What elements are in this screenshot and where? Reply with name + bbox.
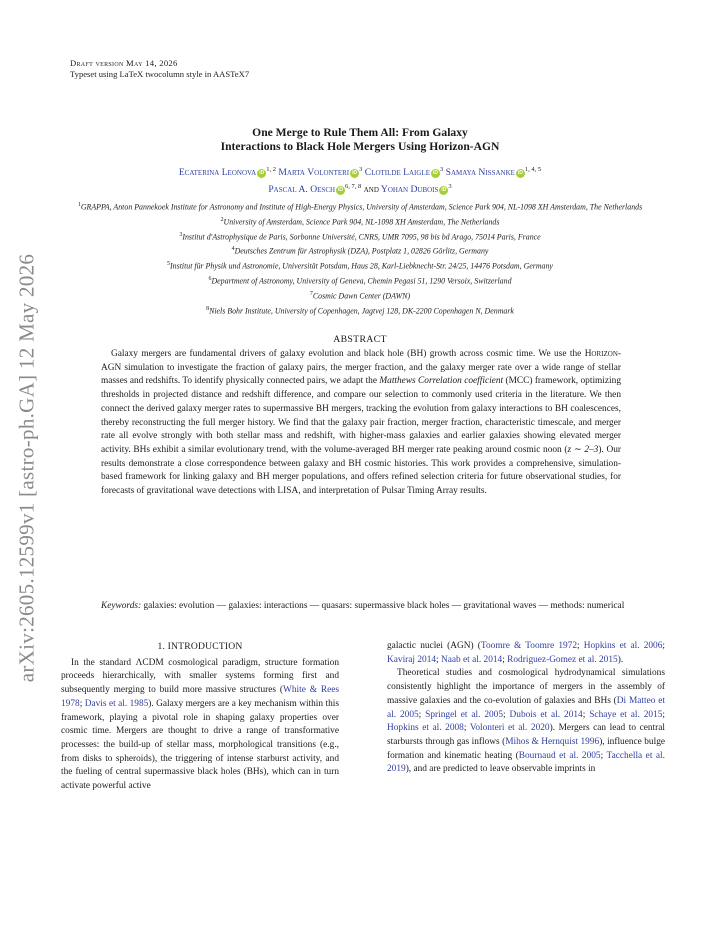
- abstract-body: [101, 348, 621, 499]
- body-text: ;: [463, 723, 470, 734]
- author-entry: [365, 167, 443, 178]
- citation-link[interactable]: Toomre & Toomre 1972: [480, 641, 578, 651]
- author-line-2: [60, 180, 660, 197]
- affiliation-entry: [58, 273, 662, 288]
- citation-link[interactable]: Di Matteo et al. 2005: [387, 695, 665, 720]
- body-text: ), influence bulge formation and kinematic heating (: [387, 736, 666, 761]
- draft-header: [70, 58, 249, 80]
- author-entry: [446, 167, 542, 178]
- affiliation-number: 5: [167, 261, 171, 268]
- affiliation-text: Cosmic Dawn Center (DAWN): [312, 291, 411, 301]
- keywords-text: galaxies: evolution — galaxies: interactions — quasars: supermassive black holes — gravitational waves — methods: numerical: [143, 601, 625, 611]
- affiliation-text: Niels Bohr Institute, University of Copenhagen, Jagtvej 128, DK-2200 Copenhagen N, Denmark: [209, 306, 514, 316]
- affiliation-number: 6: [208, 276, 212, 283]
- keywords-label: Keywords:: [101, 601, 142, 611]
- citation-link[interactable]: Volonteri et al. 2020: [469, 723, 550, 734]
- body-text: galactic nuclei (AGN) (: [387, 641, 481, 651]
- affiliation-text: GRAPPA, Anton Pannekoek Institute for Astronomy and Institute of High-Energy Physics, University of Amsterdam, Science Park 904, NL-1098 XH Amsterdam, The Netherlands: [80, 202, 643, 212]
- body-text: In the standard ΛCDM cosmological paradigm, structure formation proceeds hierarchically, with smaller systems forming first and subsequently merging to build more massive structures (: [61, 657, 339, 696]
- citation-link[interactable]: Springel et al. 2005: [425, 709, 504, 720]
- orcid-icon[interactable]: iD: [517, 170, 523, 177]
- author-affiliation-marks: 3: [448, 182, 452, 190]
- affiliation-text: Institut d'Astrophysique de Paris, Sorbonne Université, CNRS, UMR 7095, 98 bis bd Arago, 75014 Paris, France: [182, 232, 541, 242]
- body-text: ;: [600, 750, 607, 761]
- citation-link[interactable]: Tacchella et al. 2019: [387, 750, 665, 775]
- keywords: [101, 600, 677, 614]
- intro-paragraph-1: [61, 657, 339, 794]
- body-text: ;: [577, 641, 584, 651]
- citation-link[interactable]: Dubois et al. 2014: [509, 709, 583, 720]
- body-text: ), and are predicted to leave observable imprints in: [405, 764, 596, 775]
- affiliation-text: Institut für Physik und Astronomie, Universität Potsdam, Haus 28, Karl-Liebknecht-Str. 24/25, 14476 Potsdam, Germany: [170, 261, 553, 271]
- affiliation-list: [58, 199, 662, 318]
- author-name[interactable]: Ecaterina Leonova: [178, 167, 257, 179]
- author-entry: [179, 167, 276, 178]
- body-text: ;: [662, 641, 666, 651]
- author-entry: [278, 167, 362, 178]
- affiliation-number: 3: [179, 231, 183, 238]
- author-affiliation-marks: 3: [440, 166, 444, 173]
- affiliation-entry: [58, 243, 662, 258]
- title-line-1: One Merge to Rule Them All: From Galaxy: [252, 126, 468, 139]
- intro-paragraph-2: [387, 667, 665, 777]
- affiliation-entry: [58, 258, 662, 273]
- affiliation-number: 4: [231, 246, 235, 253]
- mcc-term: Matthews Correlation coefficient: [379, 376, 504, 387]
- body-text: ;: [418, 709, 426, 720]
- title-line-2: Interactions to Black Hole Mergers Using Horizon-AGN: [220, 140, 500, 153]
- body-text: ;: [503, 709, 510, 720]
- orcid-icon[interactable]: iD: [259, 170, 265, 177]
- author-affiliation-marks: 1, 2: [266, 166, 276, 173]
- body-text: ;: [79, 698, 85, 709]
- orcid-icon[interactable]: iD: [441, 186, 447, 193]
- affiliation-entry: [58, 214, 662, 229]
- citation-link[interactable]: Hopkins et al. 2006: [583, 641, 663, 651]
- affiliation-text: University of Amsterdam, Science Park 904, NL-1098 XH Amsterdam, The Netherlands: [223, 217, 500, 227]
- abstract-text-3: (MCC) framework, optimizing thresholds in projected distance and redshift difference, and compare our selection to commonly used criteria in the literature. We then connect the derived galaxy merger rates to supermassive BH mergers, tracking the evolution from galaxy interactions to BH coalescences, thereby reconstructing the full merger history. We find that the galaxy pair fraction, merger fraction, characteristic timescale, and merger rate all evolve strongly with both stellar mass and redshift, with higher-mass galaxies and earlier galaxies showing elevated merger activity. BHs exhibit a similar evolutionary trend, with the volume-averaged BH merger rate peaking around cosmic noon (: [101, 376, 621, 455]
- body-text: ).: [617, 654, 624, 665]
- author-affiliation-marks: 6, 7, 8: [345, 182, 362, 190]
- citation-link[interactable]: White & Rees 1978: [61, 685, 340, 709]
- simulation-name: Horizon-AGN: [101, 349, 621, 373]
- affiliation-entry: [58, 229, 662, 244]
- draft-version-line: Draft version May 14, 2026: [70, 58, 178, 68]
- affiliation-entry: [58, 288, 662, 303]
- authors-and-word: and: [363, 183, 379, 195]
- author-name[interactable]: Samaya Nissanke: [445, 167, 515, 179]
- author-entry: [381, 184, 452, 195]
- section-heading-introduction: 1. INTRODUCTION: [157, 641, 243, 652]
- typeset-line: Typeset using LaTeX twocolumn style in AASTeX7: [70, 69, 250, 79]
- citation-link[interactable]: Davis et al. 1985: [84, 698, 149, 709]
- affiliation-number: 1: [77, 202, 81, 208]
- redshift-expression: z ∼ 2–3: [567, 444, 599, 455]
- author-affiliation-marks: 3: [359, 166, 363, 173]
- citation-link[interactable]: Rodriguez-Gomez et al. 2015: [507, 654, 618, 665]
- paper-title: [60, 126, 660, 154]
- orcid-icon[interactable]: iD: [338, 186, 344, 193]
- intro-left-column: [61, 640, 339, 794]
- intro-paragraph-1-continued: [387, 640, 665, 667]
- affiliation-text: Deutsches Zentrum für Astrophysik (DZA), Postplatz 1, 02826 Görlitz, Germany: [234, 247, 489, 257]
- affiliation-number: 7: [309, 290, 313, 297]
- author-name[interactable]: Yohan Dubois: [380, 183, 439, 195]
- affiliation-number: 2: [220, 216, 224, 223]
- citation-link[interactable]: Schaye et al. 2015: [589, 709, 663, 720]
- intro-right-column: [387, 640, 665, 777]
- orcid-icon[interactable]: iD: [352, 170, 358, 177]
- author-line-1: [60, 163, 660, 180]
- body-text: ;: [436, 654, 441, 665]
- body-text: ;: [582, 709, 590, 720]
- abstract-text-2: simulation to investigate the fraction of galaxy pairs, the merger fraction, and the galaxy merger rate over a wide range of stellar masses and redshifts. To identify physically connected pairs, we adapt the: [101, 362, 621, 387]
- body-text: ;: [502, 654, 508, 665]
- author-name[interactable]: Marta Volonteri: [278, 167, 350, 179]
- author-name[interactable]: Clotilde Laigle: [364, 167, 430, 179]
- author-affiliation-marks: 1, 4, 5: [524, 166, 542, 173]
- body-text: ). Mergers can lead to central starbursts through gas inflows (: [387, 723, 666, 747]
- citation-link[interactable]: Hopkins et al. 2008: [387, 723, 464, 734]
- body-text: ). Galaxy mergers are a key mechanism within this framework, playing a pivotal role in shaping galaxy properties over cosmic time. Mergers are thought to drive a range of transformative processes: the build-up of stellar mass, morphological transitions (e.g., from disks to spheroids), the triggering of intense starburst activity, and the fueling of central supermassive black holes (BHs), which can in turn activate powerful active: [61, 698, 339, 792]
- affiliation-entry: [58, 303, 662, 318]
- abstract-heading: ABSTRACT: [333, 334, 387, 345]
- citation-link[interactable]: Naab et al. 2014: [440, 654, 503, 665]
- affiliation-text: Department of Astronomy, University of Geneva, Chemin Pegasi 51, 1290 Versoix, Switzerland: [211, 276, 512, 286]
- orcid-icon[interactable]: iD: [433, 170, 438, 177]
- author-list: [60, 163, 660, 196]
- body-text: ;: [662, 709, 666, 720]
- body-text: Theoretical studies and cosmological hydrodynamical simulations consistently highlight the importance of mergers in the assembly of massive galaxies and the co-evolution of galaxies and BHs (: [387, 668, 665, 706]
- author-name[interactable]: Pascal A. Oesch: [268, 183, 336, 195]
- abstract-text-4: ). Our results demonstrate a close correspondence between galaxy and BH cosmic histories. This work provides a comprehensive, simulation-based framework for linking galaxy and BH merger populations, and offers refined selection criteria for future observational studies, for forecasts of gravitational wave detections with LISA, and interpretation of Pulsar Timing Array results.: [101, 444, 621, 497]
- citation-link[interactable]: Bournaud et al. 2005: [518, 750, 601, 761]
- affiliation-entry: [58, 199, 662, 214]
- citation-link[interactable]: Kaviraj 2014: [387, 654, 437, 665]
- affiliation-number: 8: [206, 305, 210, 312]
- citation-link[interactable]: Mihos & Hernquist 1996: [505, 736, 600, 747]
- abstract-text-1: Galaxy mergers are fundamental drivers of galaxy evolution and black hole (BH) growth across cosmic time. We use the: [111, 349, 585, 359]
- author-entry: [268, 184, 361, 195]
